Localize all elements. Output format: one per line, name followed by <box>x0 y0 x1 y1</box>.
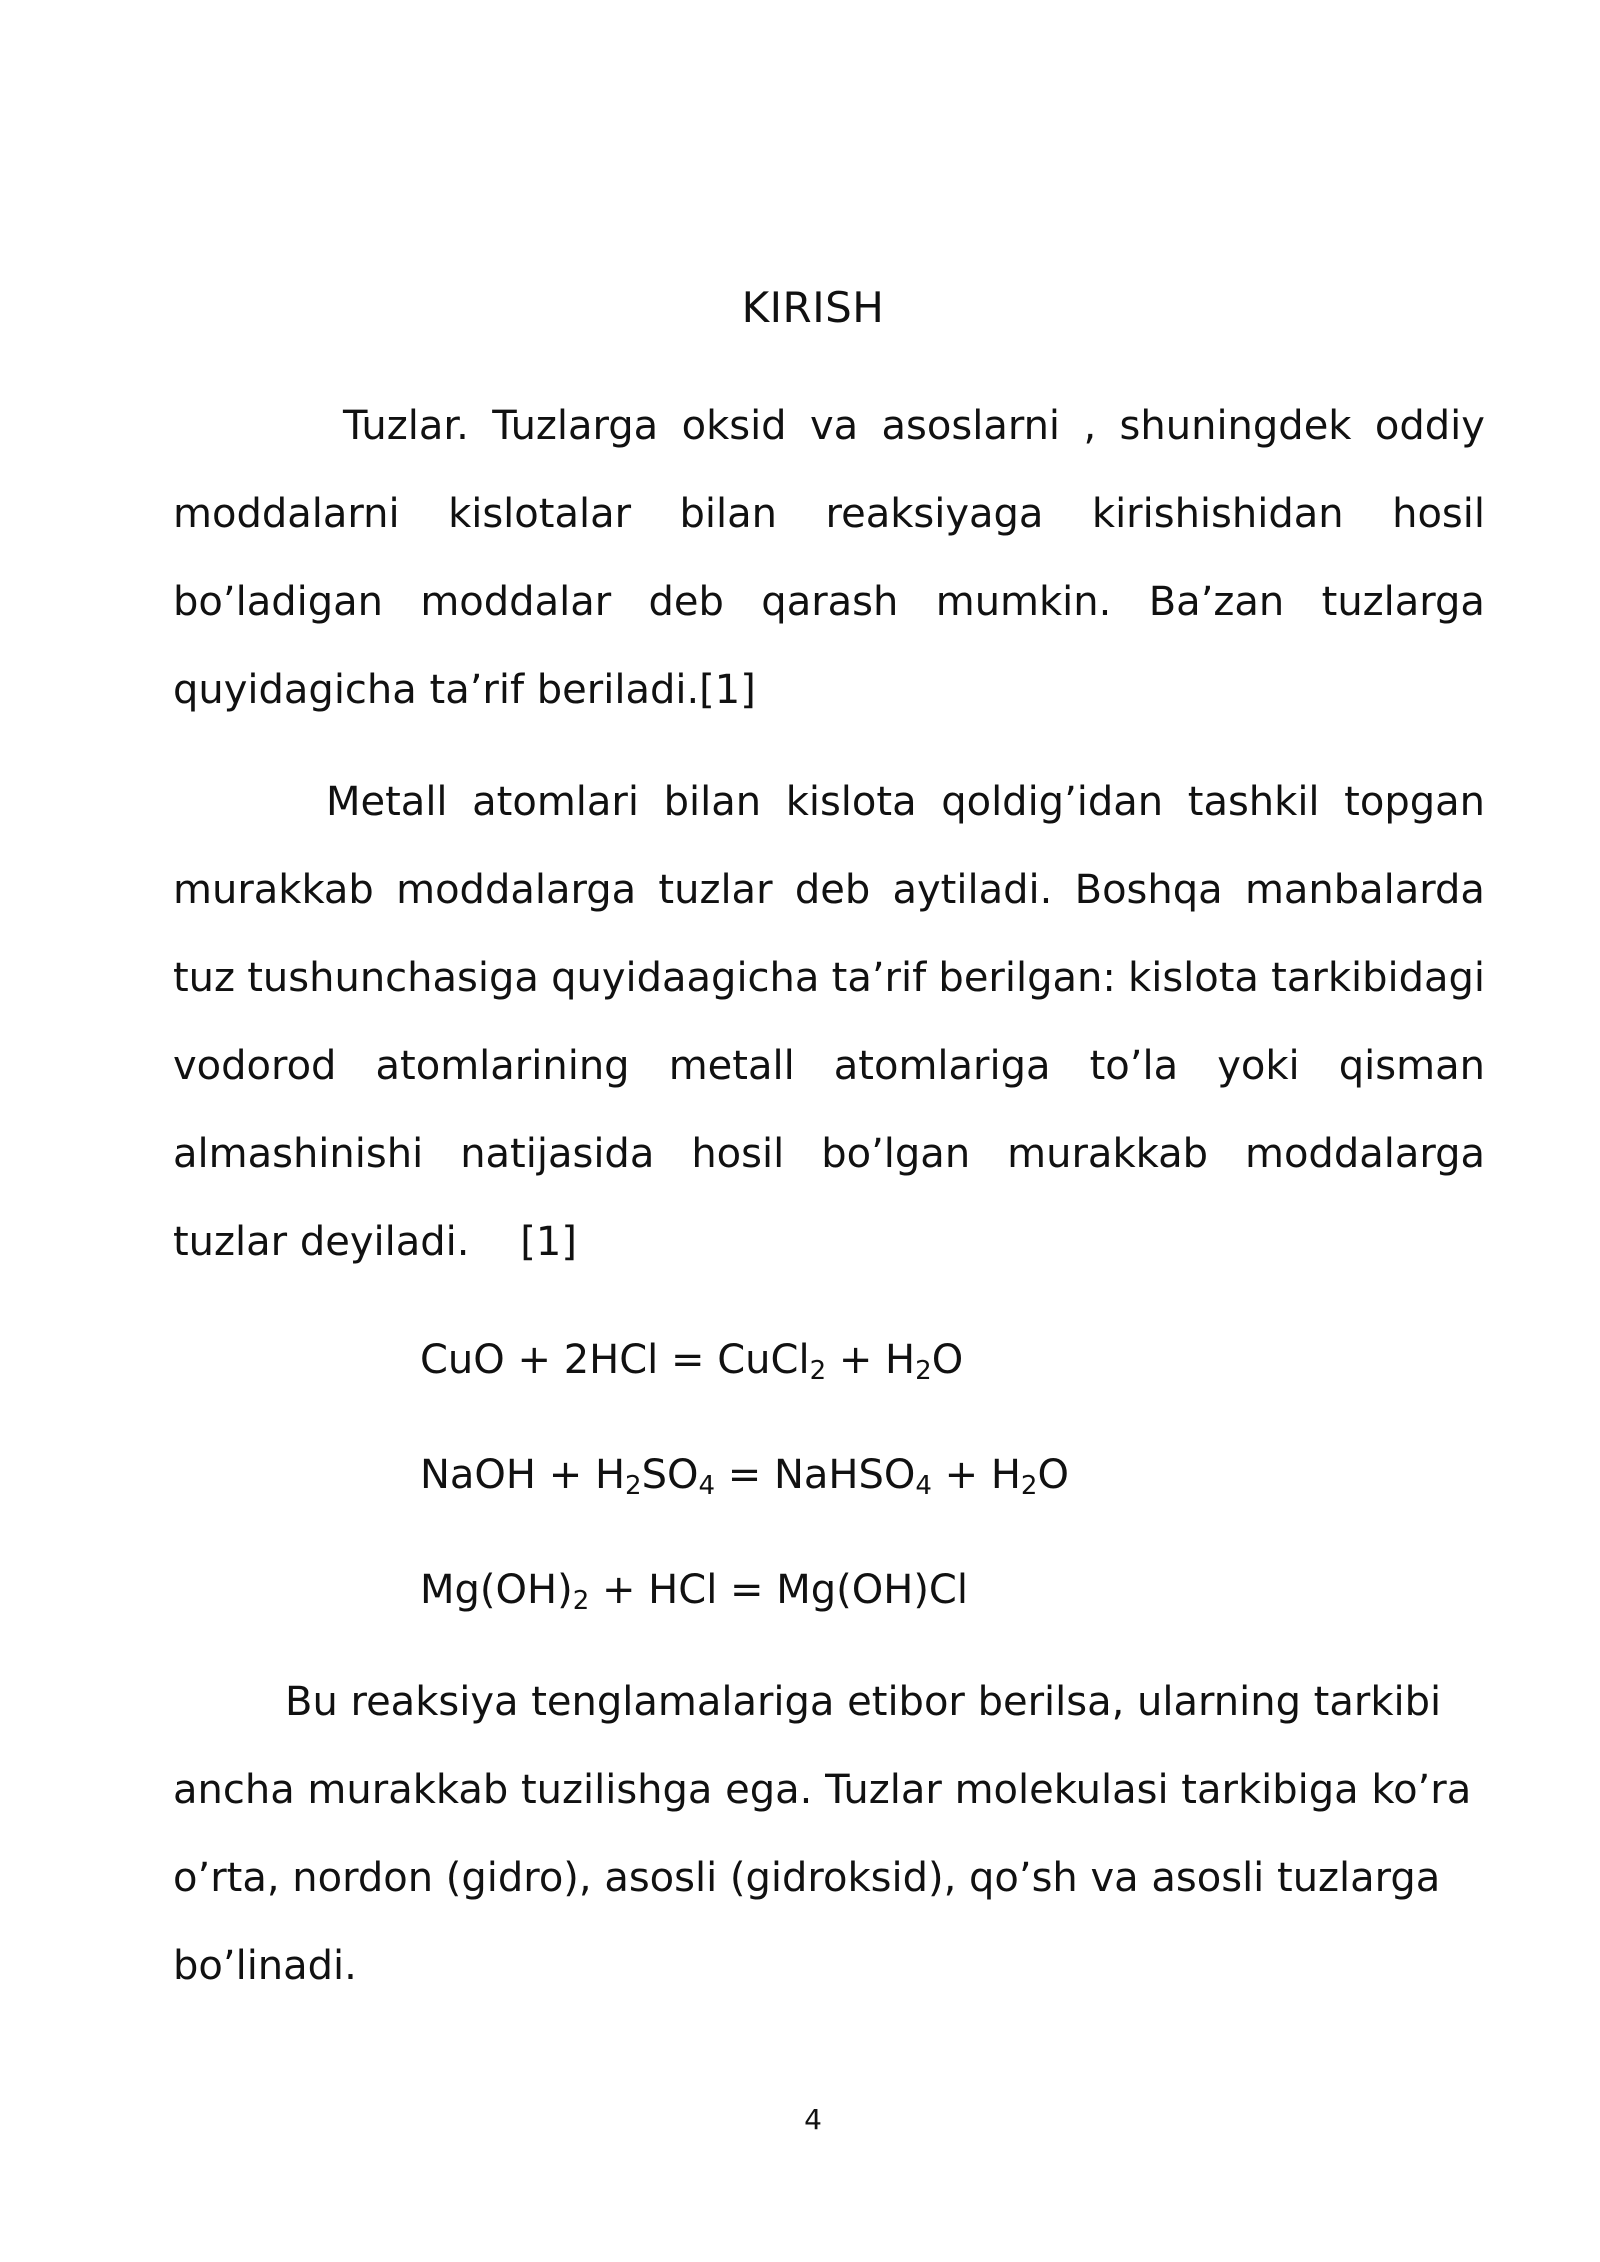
equation-text: NaOH + H <box>420 1452 626 1498</box>
equation-1 <box>420 1330 963 1390</box>
subscript: 4 <box>915 1471 932 1501</box>
paragraph-line: bo’linadi. <box>173 1943 357 1989</box>
paragraph-1 <box>173 382 1485 734</box>
word: deb <box>794 867 871 913</box>
word: quyidaagicha <box>551 955 820 1001</box>
page-number: 4 <box>804 2103 822 2136</box>
paragraph-line: quyidagicha ta’rif beriladi.[1] <box>173 667 756 713</box>
subscript: 4 <box>698 1471 715 1501</box>
word: qisman <box>1338 1043 1485 1089</box>
word: asoslarni <box>881 403 1061 449</box>
subscript: 2 <box>1020 1471 1038 1501</box>
subscript: 2 <box>915 1356 932 1386</box>
word: moddalarga <box>396 867 637 913</box>
equation-text: Mg(OH) <box>420 1567 573 1613</box>
word: metall <box>668 1043 795 1089</box>
word: tuzlar <box>658 867 773 913</box>
subscript: 2 <box>625 1471 642 1501</box>
word: atomlari <box>472 779 639 825</box>
word: oksid <box>681 403 787 449</box>
equation-text: O <box>931 1337 964 1383</box>
equation-text: O <box>1037 1452 1069 1498</box>
word: aytiladi. <box>892 867 1053 913</box>
equation-text: + H <box>931 1452 1021 1498</box>
word: bo’ladigan <box>173 579 383 625</box>
word: Boshqa <box>1074 867 1223 913</box>
equation-text: + HCl = Mg(OH)Cl <box>589 1567 968 1613</box>
word: almashinishi <box>173 1131 424 1177</box>
word: tuz <box>173 955 236 1001</box>
paragraph-3 <box>173 1658 1485 2010</box>
word: tushunchasiga <box>247 955 539 1001</box>
word: murakkab <box>1007 1131 1208 1177</box>
subscript: 2 <box>809 1356 827 1386</box>
word: , <box>1083 403 1097 449</box>
word: reaksiyaga <box>825 491 1044 537</box>
paragraph-line: Bu reaksiya tenglamalariga etibor berilsa, ularning tarkibi <box>285 1679 1442 1725</box>
equation-2 <box>420 1445 1069 1505</box>
word: kislota <box>785 779 917 825</box>
word: tashkil <box>1187 779 1320 825</box>
paragraph-2 <box>173 758 1485 1286</box>
word: kislotalar <box>448 491 632 537</box>
word: topgan <box>1344 779 1485 825</box>
word: kirishishidan <box>1091 491 1344 537</box>
word: moddalarga <box>1244 1131 1485 1177</box>
word: manbalarda <box>1244 867 1485 913</box>
word: natijasida <box>460 1131 655 1177</box>
word: oddiy <box>1374 403 1485 449</box>
paragraph-line <box>173 1022 1485 1110</box>
word: qarash <box>761 579 899 625</box>
section-heading: KIRISH <box>741 283 885 332</box>
word: tuzlarga <box>1321 579 1485 625</box>
paragraph-line: tuzlar deyiladi. [1] <box>173 1219 577 1265</box>
equation-text: CuO + 2HCl = CuCl <box>420 1337 810 1383</box>
word: bilan <box>679 491 778 537</box>
paragraph-line: ancha murakkab tuzilishga ega. Tuzlar molekulasi tarkibiga ko’ra <box>173 1767 1472 1813</box>
word: Ba’zan <box>1148 579 1285 625</box>
word: to’la <box>1089 1043 1179 1089</box>
word: va <box>809 403 859 449</box>
equation-text: SO <box>641 1452 699 1498</box>
word: moddalarni <box>173 491 400 537</box>
word: hosil <box>1392 491 1485 537</box>
word: murakkab <box>173 867 374 913</box>
word: vodorod <box>173 1043 337 1089</box>
paragraph-line <box>173 470 1485 558</box>
paragraph-line <box>173 1110 1485 1198</box>
paragraph-line <box>173 758 1485 846</box>
paragraph-line <box>173 934 1485 1022</box>
word: bo’lgan <box>821 1131 971 1177</box>
word: mumkin. <box>935 579 1112 625</box>
word: ta’rif <box>831 955 927 1001</box>
equation-text: = NaHSO <box>715 1452 916 1498</box>
word: Tuzlarga <box>492 403 659 449</box>
word: atomlariga <box>833 1043 1051 1089</box>
word: atomlarining <box>375 1043 630 1089</box>
paragraph-line: o’rta, nordon (gidro), asosli (gidroksid), qo’sh va asosli tuzlarga <box>173 1855 1441 1901</box>
word: hosil <box>691 1131 785 1177</box>
word: yoki <box>1217 1043 1300 1089</box>
word: moddalar <box>420 579 612 625</box>
paragraph-line <box>173 846 1485 934</box>
word: shuningdek <box>1119 403 1352 449</box>
equation-3 <box>420 1560 968 1620</box>
word: Metall <box>326 779 448 825</box>
paragraph-line <box>173 382 1485 470</box>
subscript: 2 <box>572 1586 590 1616</box>
word: tarkibidagi <box>1271 955 1485 1001</box>
paragraph-line <box>173 558 1485 646</box>
word: bilan <box>663 779 762 825</box>
word: qoldig’idan <box>941 779 1164 825</box>
word: berilgan: <box>938 955 1116 1001</box>
equation-text: + H <box>826 1337 916 1383</box>
word: kislota <box>1128 955 1259 1001</box>
word: deb <box>648 579 724 625</box>
word: Tuzlar. <box>343 403 469 449</box>
